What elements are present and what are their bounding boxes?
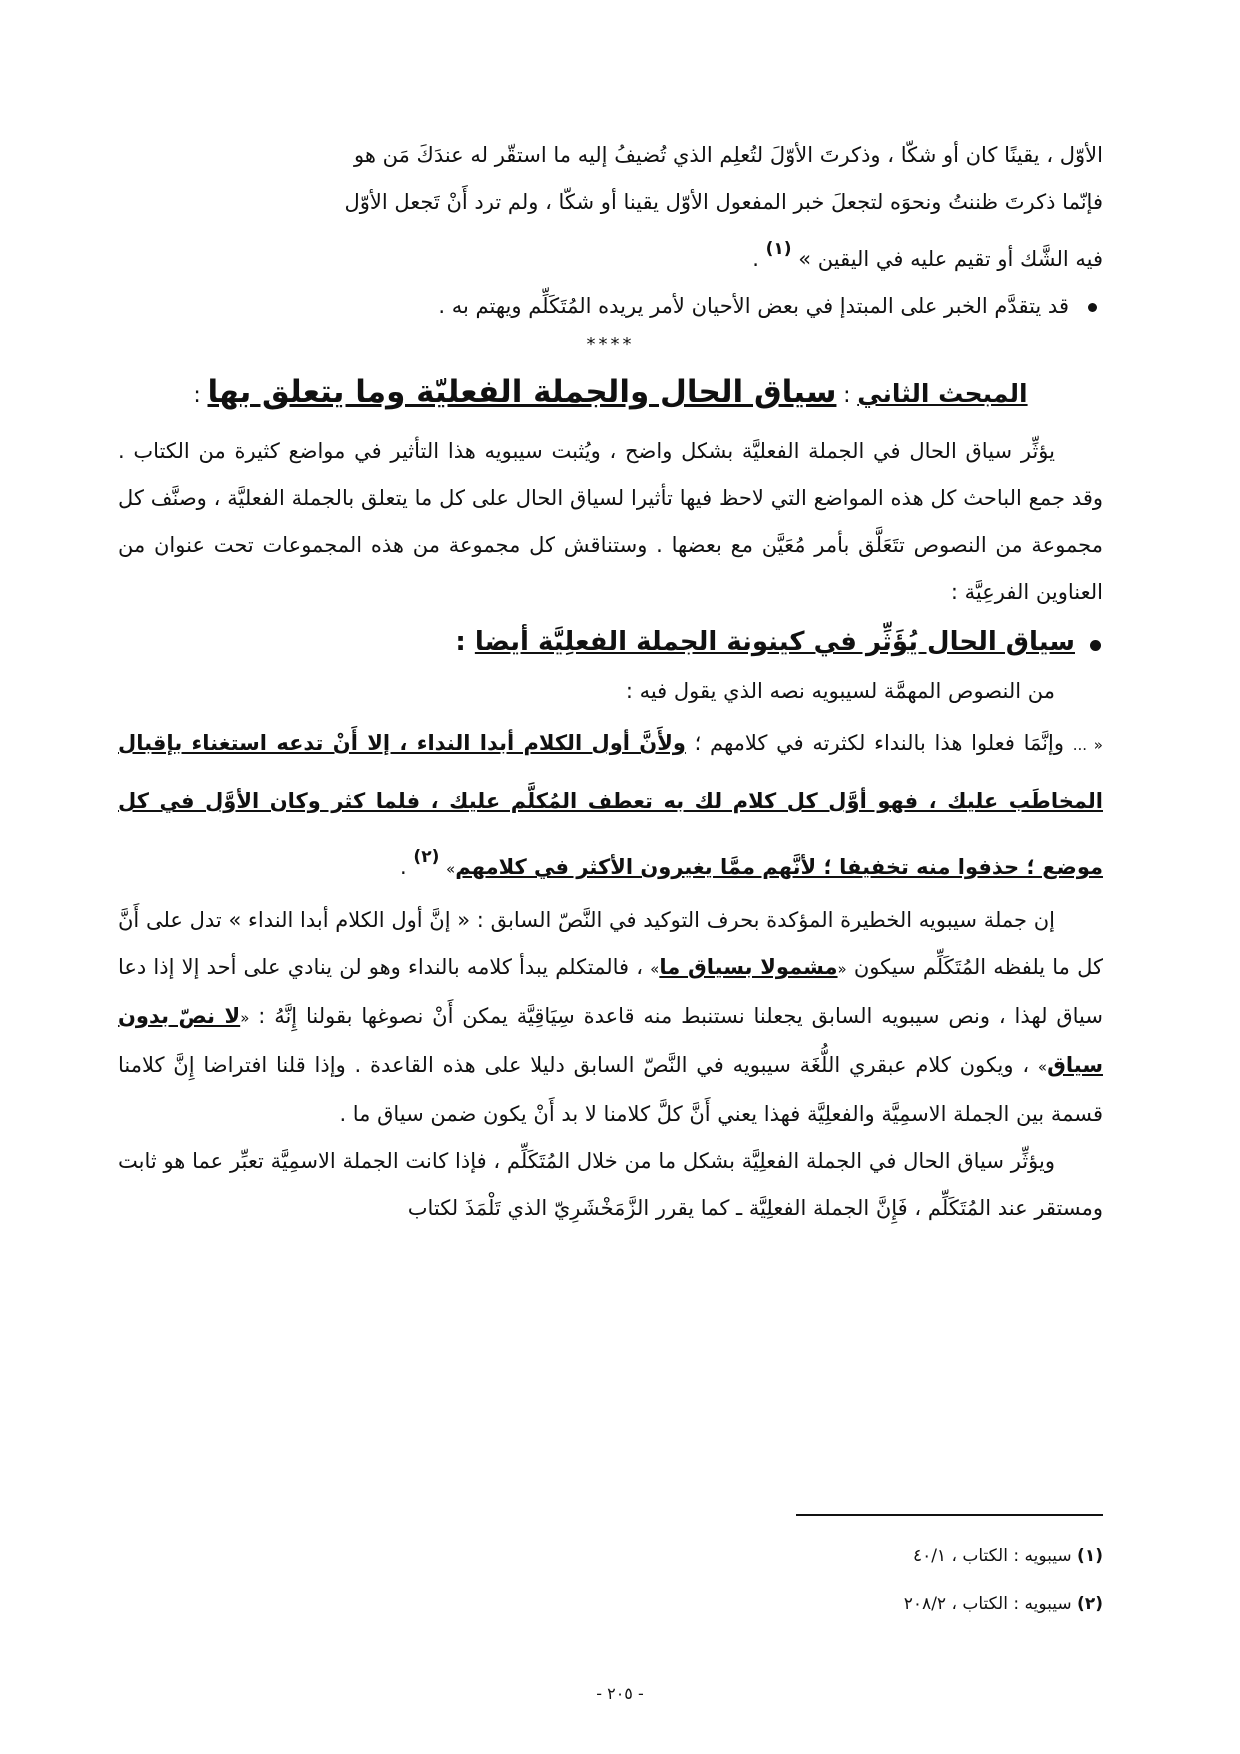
- subheading: [118, 616, 1103, 668]
- p2-b: تدل على أَنَّ كل ما يلفظه المُتَكَلِّم سيكون: [118, 908, 1103, 979]
- p2-q3-close: »: [1037, 1058, 1048, 1076]
- footnote-2: [600, 1580, 1103, 1628]
- main-text-column: [118, 132, 1103, 1232]
- p2-a: إن جملة سيبويه الخطيرة المؤكدة بحرف التوكيد في النَّصّ السابق :: [476, 908, 1055, 932]
- p2-q3: لا نصّ بدون سياق: [118, 1004, 1103, 1077]
- p2-q1: « إنَّ أول الكلام أبدا النداء »: [228, 908, 471, 932]
- footnote-ref-2[interactable]: (٢): [413, 847, 440, 867]
- top-line-3-end: .: [752, 247, 759, 271]
- p2-c: ، فالمتكلم يبدأ كلامه بالنداء وهو لن ينادي على أحد إلا إذا دعا سياق لهذا ، ونص سيبويه السابق يجعلنا نستنبط منه قاعدة سِيَاقِيَّة يمكن أَنْ نصوغها بقولنا إِنَّهُ :: [118, 955, 1103, 1028]
- subheading-end: :: [455, 627, 466, 657]
- subheading-text: سياق الحال يُؤَثِّر في كينونة الجملة الفعلِيَّة أيضا: [474, 627, 1075, 657]
- section-heading: [118, 360, 1103, 428]
- heading-title: سياق الحال والجملة الفعليّة وما يتعلق بها: [207, 374, 837, 410]
- heading-end: :: [193, 383, 201, 408]
- quote-intro: من النصوص المهمَّة لسيبويه نصه الذي يقول فيه :: [625, 679, 1055, 703]
- footnote-1: [600, 1532, 1103, 1580]
- top-line-2: فإنّما ذكرتَ ظننتُ ونحوَه لتجعلَ خبر المفعول الأوّل يقينا أو شكّا ، ولم ترد أَنْ تَجعل الأوّل: [344, 190, 1103, 214]
- p2-q2: مشمولا بسياق ما: [659, 955, 838, 979]
- footnote-1-number: (١): [1077, 1546, 1103, 1566]
- quote-bold: ولأَنَّ أول الكلام أبدا النداء ، إلا أَنْ تدعه استغناء بإقبال المخاطَب عليك ، فهو أوَّل كل كلام لك به تعطف المُكلَّم عليك ، فلما كثر وكان الأوَّل في كل موضع ؛ حذفوا منه تخفيفا ؛ لأنَّهم ممَّا يغيرون الأكثر في كلامهم: [118, 731, 1103, 879]
- heading-label: المبحث الثاني: [857, 379, 1028, 408]
- p2-q2-close: »: [650, 960, 660, 978]
- footnote-2-text: سيبويه : الكتاب ، ٢٠٨/٢: [903, 1594, 1072, 1614]
- p2-d: ، ويكون كلام عبقري اللُّغَة سيبويه في النَّصّ السابق دليلا على هذه القاعدة . وإذا قلنا افتراضا إِنَّ كلامنا قسمة بين الجملة الاسمِيَّة والفعلِيَّة فهذا يعني أَنَّ كلَّ كلامنا لا بد أَنْ يكون ضمن سياق ما .: [118, 1053, 1103, 1126]
- quote-open: « ...: [1072, 736, 1103, 754]
- quote-close: »: [446, 860, 456, 878]
- section-separator: ****: [586, 334, 635, 355]
- bullet-point: قد يتقدَّم الخبر على المبتدإ في بعض الأحيان لأمر يريده المُتَكَلِّم ويهتم به .: [118, 283, 1103, 330]
- top-line-3-text: فيه الشَّك أو تقيم عليه في اليقين »: [798, 247, 1103, 271]
- footnote-2-number: (٢): [1077, 1594, 1103, 1614]
- quote-end: .: [400, 855, 407, 879]
- p2-q2-open: «: [837, 960, 847, 978]
- page-number: - ٢٠٥ -: [596, 1684, 644, 1703]
- intro-paragraph: يؤثِّر سياق الحال في الجملة الفعليَّة بشكل واضح ، ويُثبت سيبويه هذا التأثير في مواضع كثيرة من الكتاب . وقد جمع الباحث كل هذه المواضع التي لاحظ فيها تأثيرا لسياق الحال على كل ما يتعلق بالجملة الفعليَّة ، وصنَّف كل مجموعة من النصوص تتَعَلَّق بأمر مُعَيَّن مع بعضها . وستناقش كل مجموعة من هذه المجموعات تحت عنوان من العناوين الفرعِيَّة :: [118, 439, 1103, 604]
- paragraph-3: ويؤثِّر سياق الحال في الجملة الفعلِيَّة بشكل ما من خلال المُتَكَلِّم ، فإذا كانت الجملة الاسمِيَّة تعبِّر عما هو ثابت ومستقر عند المُتَكَلِّم ، فَإِنَّ الجملة الفعلِيَّة ـ كما يقرر الزَّمَخْشَرِيّ الذي تَلْمَذَ لكتاب: [118, 1149, 1103, 1220]
- quote-plain: وإنَّمَا فعلوا هذا بالنداء لكثرته في كلامهم ؛: [694, 731, 1064, 755]
- footnote-ref-1[interactable]: (١): [765, 239, 792, 259]
- p2-q3-open: «: [240, 1009, 250, 1027]
- heading-colon: :: [843, 383, 851, 408]
- footnotes: [600, 1532, 1103, 1628]
- block-quote: [118, 715, 1103, 897]
- paragraph-2: [118, 897, 1103, 1138]
- footnote-divider: [796, 1514, 1103, 1516]
- footnote-1-text: سيبويه : الكتاب ، ٤٠/١: [912, 1546, 1072, 1566]
- top-line-3: [118, 226, 1103, 283]
- top-line-1: الأوّل ، يقينًا كان أو شكّا ، وذكرتَ الأوّلَ لتُعلِم الذي تُضيفُ إليه ما استقّر له عندَكَ مَن هو: [354, 143, 1103, 167]
